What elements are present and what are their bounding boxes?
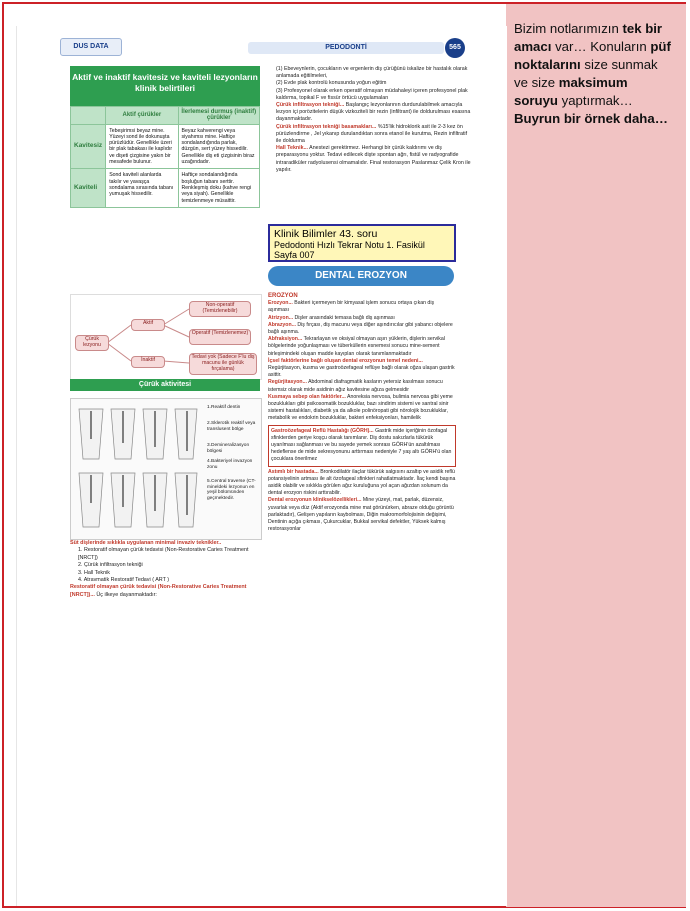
- principle-item: (2) Evde plak kontrolü konusunda yoğun eğitim: [276, 80, 387, 87]
- erosion-item: [268, 336, 456, 358]
- item-term: Atrizyon...: [268, 314, 294, 321]
- item-term: İçsel faktörlerine bağlı oluşan dental erozyonun temel nedeni...: [268, 357, 423, 364]
- note-bold: tek bir amacı: [514, 21, 663, 54]
- node-nonoperative: Non-operatif (Temizlenebilir): [189, 301, 251, 317]
- bullet-text: Başlangıç lezyonlarının durdurulabilmek amacıyla lezyon içi porözitelerin düşük vizkoziteli bir rezin (infiltrant) ile doldurulması esasına dayanmaktadır.: [276, 102, 471, 123]
- nrct-text: Üç ilkeye dayanmaktadır:: [94, 591, 157, 598]
- note-bold: Buyrun bir örnek daha…: [514, 111, 668, 126]
- bullet-text: %15'lik hidroklorik asit ile 2-3 kez ön pürüzlendirme , Jel yıkanıp durulandıktan sonra etanol ile kurutma, Rezin infiltratif ile doldurma: [276, 123, 468, 145]
- erosion-item: [268, 358, 456, 380]
- item-term: Abrazyon...: [268, 321, 296, 328]
- table-cell: Tebeşirimsi beyaz mine. Yüzeyi sond ile dokunuşta pürüzlüdür. Genellikle üzeri bir plak tabakası ile kaplıdır ve dişeti çizgisine yakın bir mesafede bulunur.: [106, 124, 178, 169]
- node-active: Aktif: [131, 319, 165, 331]
- page-number: 565: [445, 38, 465, 58]
- item-term: Astımlı bir hastada...: [268, 468, 319, 475]
- dental-erosion-banner: DENTAL EROZYON: [268, 266, 454, 286]
- erosion-item: [268, 379, 456, 393]
- table-cell: Beyaz kahverengi veya siyahımsı mine. Haftiçe sondalandığında parlak, düzgün, sert yüzey hissedilir. Genellikle diş eti çizgisinin biraz uzağındadır.: [178, 124, 260, 169]
- side-note-panel: [506, 4, 686, 907]
- principle-item: (1) Ebeveynlerin, çocukların ve ergenlerin diş çürüğünü iskalize bir hastalık olarak anlamada eğitilmeleri,: [276, 66, 468, 80]
- list-item: 3. Hall Teknik: [78, 569, 110, 576]
- reference-source: Pedodonti Hızlı Tekrar Notu 1. Fasikül: [274, 240, 425, 250]
- item-text: Tekrarlayan ve oksiyal olmayan aşırı yüklerin, dişlerin servikal bölgelerinde yoğunlaşması ve tüberküllerin esnemesi sonucu mine-sement birleşimindeki oluşan madde kayıpları olarak tanımlanmaktadır: [268, 336, 445, 357]
- item-term: Regürjitasyon...: [268, 379, 307, 386]
- table-corner: [71, 107, 106, 125]
- erosion-item: [268, 469, 456, 498]
- note-text: yaptırmak…: [557, 93, 633, 108]
- note-text: size sunmak ve size: [514, 57, 658, 90]
- tooth-sections-image: [71, 399, 201, 539]
- right-column-text: [276, 66, 472, 174]
- erosion-item: [268, 394, 456, 423]
- reference-page: Sayfa 007: [274, 250, 315, 260]
- reference-question: Klinik Bilimler 43. soru: [274, 228, 378, 240]
- item-text: Anoreksia nervosa, bulimia nervosa gibi yeme bozuklukları gibi psikosomatik bozukluklar, bazı sindirim sistemi ve santral sinir sistemi hastalıkları, diabetik ya da alkole polinöropati gibi nörolojik bozukluklar, metabolik ve endokrin bozukluklar, bakteri enfeksiyonları, hamilelik: [268, 393, 453, 422]
- item-term: Erozyon...: [268, 300, 293, 307]
- row-label-cavitated: Kaviteli: [71, 169, 106, 207]
- item-text: Bakteri içermeyen bir kimyasal işlem sonucu ortaya çıkan diş aşınması: [268, 300, 435, 314]
- erosion-section: [268, 293, 456, 534]
- item-text: Mine yüzeyi, mat, parlak, düzensiz, yuvarlak veya düz (Aktif erozyonda mine mat görünürken, abraze olduğu görüntü parlaktadır), Gelişen yapıların kaybolması, Diğin makromorfolojisinin değişimi, Dentinin açığa çıkması, Çukurcuklar, Bukkal servikal defektler, Yüksek kalmış restorasyonlar: [268, 497, 454, 533]
- bullet-heading: Hall Teknik...: [276, 145, 308, 152]
- side-note: [514, 20, 674, 128]
- row-label-noncavitated: Kavitesiz: [71, 124, 106, 169]
- erosion-item: [268, 497, 456, 533]
- table-header-active: Aktif çürükler: [106, 107, 178, 125]
- node-caries-lesion: Çürük lezyonu: [75, 335, 109, 351]
- tooth-lesion-illustration: [70, 398, 262, 540]
- item-term: Gastroözefageal Reflü Hastalığı (GÖRH)...: [271, 427, 374, 434]
- note-text: var… Konuların: [551, 39, 651, 54]
- note-bold: maksimum soruyu: [514, 75, 628, 108]
- table-cell: Haftiçe sondalandığında boşluğun tabanı serttir. Renkleşmiş doku (kahve rengi veya siyah). Genellikle temizlenmeye müsaittir.: [178, 169, 260, 207]
- item-text: Diş fırçası, diş macunu veya diğer aşındırıcılar gibi yabancı objelere bağlı aşınma.: [268, 321, 453, 336]
- erosion-item: [268, 322, 456, 336]
- item-text: Regürjitasyon, kusma ve gastroözefageal reflüye bağlı olarak oğza ulaşan gastrik asittir.: [268, 365, 455, 379]
- bullet-text: Anestezi gerektirmez. Herhangi bir çürük kaldırımı ve diş preparasyonu yoktur. Tedavi edilecek dişte spontan ağrı, fistül ve radyografide intraradiküler radyolusensi olmamalıdır. Final restorasyon Paslanmaz Çelik Kron ile yapılır.: [276, 145, 471, 173]
- item-term: Dental erozyonun klinikselözellikleri...: [268, 497, 362, 504]
- caries-table: [70, 106, 260, 208]
- list-item: 2. Çürük infiltrasyon tekniği: [78, 562, 143, 569]
- item-text: Gastrik mide içeriğinin özofagal sfinkterden geriye koşçu olarak tanımlanır. Diş dostu sakızlarla tükürük uyarılması sağlanması ve bu sayede yemek sonrası GÖRH'ün azaltılması hedeflense de mide sekresyonunu arttırması nedeniyle 7 yaş altı GÖRH'ü olan çocuklara önerilmez: [271, 427, 452, 463]
- list-item: 4. Atravmatik Restoratif Tedavi ( ART ): [78, 577, 170, 584]
- legend-item: 1.Reaktif dentin: [207, 405, 241, 410]
- caries-activity-diagram: [70, 294, 262, 380]
- node-operative: Operatif (Temizlenemez): [189, 329, 251, 345]
- item-text: Abdominal diafragmatik kasların yetersiz kasılması sonucu istemsiz olarak mide asidinin ağız kavitesine ağıza gelmesidir: [268, 379, 443, 393]
- table-title: Aktif ve inaktif kavitesiz ve kaviteli lezyonların klinik belirtileri: [70, 66, 260, 106]
- erosion-heading: EROZYON: [268, 293, 298, 299]
- legend-item: 4.Bakteriyel invazyon zonu: [207, 459, 253, 470]
- note-bold: püf noktalarını: [514, 39, 671, 72]
- item-term: Abfraksiyon...: [268, 336, 303, 343]
- list-item: 1. Restoratif olmayan çürük tedavisi (Non-Restorative Caries Treatment [NRCT]): [78, 547, 249, 561]
- item-text: Dişler arasındaki temasa bağlı diş aşınması: [293, 314, 395, 321]
- nrct-heading: Restoratif olmayan çürük tedavisi (Non-Restorative Caries Treatment [NRCT])...: [70, 584, 247, 598]
- erosion-item: [268, 300, 456, 314]
- legend-item: 5.Central traverse (CT-mineldeki lezyonun en yeşil bölümünden geçmektedir.: [207, 479, 256, 501]
- section-title: PEDODONTİ: [325, 44, 367, 51]
- list-intro: Süt dişlerinde sıklıkla uygulanan minimal invaziv teknikler..: [70, 540, 222, 546]
- legend-item: 2.Sklerotik reaktif veya translusent bölge: [207, 421, 256, 432]
- minimal-invasive-list: [70, 540, 266, 599]
- erosion-item: [268, 315, 456, 322]
- table-header-inactive: İlerlemesi durmuş (inaktif) çürükler: [178, 107, 260, 125]
- bullet-heading: Çürük infiltrasyon tekniği...: [276, 102, 345, 109]
- principle-item: (3) Profesyonel olarak erken operatif olmayan müdahaleyi içeren profesyonel plak kaldırma, topikal F ve fissür örtücü uygulamaları: [276, 87, 468, 101]
- bullet-heading: Çürük infiltrasyon tekniği basamakları...: [276, 123, 377, 130]
- erosion-item: [268, 425, 456, 467]
- node-inactive: İnaktif: [131, 356, 165, 368]
- item-text: Bronkodilatör ilaçlar tükürük salgısını azaltıp ve asidik reflü potansiyelinin artması ile alt özofageal sfinkteri rahatlatmaktadır. İlaç kendi başına asidik olabilir ve sıklıkla görülen ağız kuruluğuna yol açan ağızdan solunum da dental erozyon riskini arttırabilir.: [268, 468, 456, 497]
- table-cell: Sond kaviteli alanlarda takılır ve yavaşça sondalama sırasında tabanı yumuşak hissedilir.: [106, 169, 178, 207]
- diagram-caption: Çürük aktivitesi: [70, 379, 260, 391]
- item-term: Kusmaya sebep olan faktörler...: [268, 393, 346, 400]
- node-no-treatment: Tedavi yok (Sadece F'lu diş macunu ile günlük fırçalama): [189, 353, 257, 375]
- note-text: Bizim notlarımızın: [514, 21, 623, 36]
- legend-item: 3.Demineralizasyon bölgesi: [207, 443, 250, 454]
- exam-reference-label: [268, 224, 456, 262]
- dusdata-logo: DUS DATA: [60, 38, 122, 56]
